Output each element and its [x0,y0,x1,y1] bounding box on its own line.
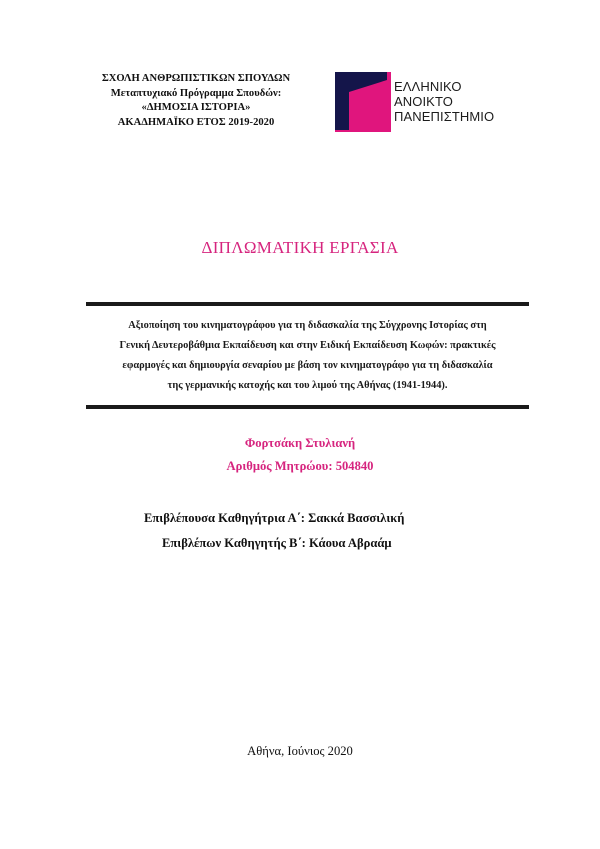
program-name: «ΔΗΜΟΣΙΑ ΙΣΤΟΡΙΑ» [141,102,251,113]
school-name: ΣΧΟΛΗ ΑΝΘΡΩΠΙΣΤΙΚΩΝ ΣΠΟΥΔΩΝ [101,73,291,84]
thesis-type-title: ΔΙΠΛΩΜΑΤΙΚΗ ΕΡΓΑΣΙΑ [201,238,399,257]
subject-line-4: της γερμανικής κατοχής και του λιμού της Αθήνας (1941-1944). [167,380,448,391]
registry-number: Αριθμός Μητρώου: 504840 [226,459,374,473]
bottom-divider [86,405,529,409]
program-label: Μεταπτυχιακό Πρόγραμμα Σπουδών: [110,87,282,99]
university-logo [335,72,525,132]
subject-line-3: εφαρμογές και δημιουργία σεναρίου με βάση τον κινηματογράφο για τη διδασκαλία [122,360,493,371]
supervisor-a: Επιβλέπουσα Καθηγήτρια Α΄: Σακκά Βασσιλική [144,511,405,525]
logo-wordmark [394,80,494,124]
author-name: Φορτσάκη Στυλιανή [244,436,356,450]
place-date: Αθήνα, Ιούνιος 2020 [247,744,353,758]
top-divider [86,302,529,306]
thesis-subject [86,316,529,396]
academic-year: ΑΚΑΔΗΜΑΪΚΟ ΕΤΟΣ 2019-2020 [117,116,275,128]
supervisor-b: Επιβλέπων Καθηγητής Β΄: Κάουα Αβραάμ [162,536,392,550]
school-header [80,72,312,130]
logo-line-2: ΑΝΟΙΚΤΟ [394,93,453,109]
logo-line-3: ΠΑΝΕΠΙΣΤΗΜΙΟ [394,108,495,124]
logo-line-1: ΕΛΛΗΝΙΚΟ [394,79,462,94]
subject-line-2: Γενική Δευτεροβάθμια Εκπαίδευση και στην Ειδική Εκπαίδευση Κωφών: πρακτικές [119,340,496,351]
subject-line-1: Αξιοποίηση του κινηματογράφου για τη διδασκαλία της Σύγχρονης Ιστορίας στη [128,320,487,331]
university-logo-icon [335,72,391,132]
